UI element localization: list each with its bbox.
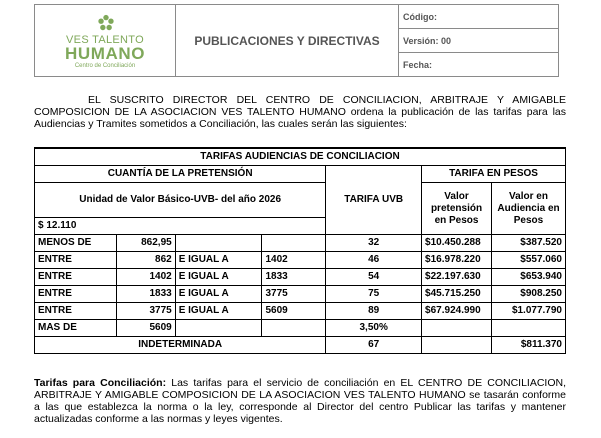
table-title: TARIFAS AUDIENCIAS DE CONCILIACION — [35, 148, 566, 166]
row-pretension: $45.715.250 — [422, 286, 492, 303]
row-audiencia: $557.060 — [492, 252, 566, 269]
row-pretension: $16.978.220 — [422, 252, 492, 269]
tarifa-uvb-header: TARIFA UVB — [326, 166, 422, 235]
row-pretension — [422, 320, 492, 337]
row-mid — [175, 235, 262, 252]
row-to — [262, 320, 326, 337]
row-uvb: 46 — [326, 252, 422, 269]
row-label: MENOS DE — [35, 235, 117, 252]
uvb-label: Unidad de Valor Básico-UVB- del año 2026 — [35, 183, 326, 218]
row-label: ENTRE — [35, 286, 117, 303]
row-audiencia: $908.250 — [492, 286, 566, 303]
row-audiencia — [492, 320, 566, 337]
valor-pretension-header: Valor pretensión en Pesos — [422, 183, 492, 235]
row-label: ENTRE — [35, 303, 117, 320]
valor-audiencia-header: Valor en Audiencia en Pesos — [492, 183, 566, 235]
row-label: ENTRE — [35, 269, 117, 286]
row-from: 5609 — [116, 320, 175, 337]
row-uvb: 54 — [326, 269, 422, 286]
row-from: 3775 — [116, 303, 175, 320]
row-pretension: $67.924.990 — [422, 303, 492, 320]
table-row — [35, 286, 566, 303]
row-to: 5609 — [262, 303, 326, 320]
uvb-value: $ 12.110 — [35, 218, 326, 235]
indeterminada-audiencia: $811.370 — [492, 337, 566, 354]
row-to: 1402 — [262, 252, 326, 269]
row-from: 862 — [116, 252, 175, 269]
row-from: 1833 — [116, 286, 175, 303]
indeterminada-row — [35, 337, 566, 354]
row-from: 1402 — [116, 269, 175, 286]
logo-flower-icon — [97, 14, 115, 32]
indeterminada-uvb: 67 — [326, 337, 422, 354]
table-row — [35, 235, 566, 252]
logo-text-top: VES TALENTO — [66, 33, 144, 46]
row-pretension: $22.197.630 — [422, 269, 492, 286]
row-uvb: 89 — [326, 303, 422, 320]
row-uvb: 32 — [326, 235, 422, 252]
row-uvb: 75 — [326, 286, 422, 303]
codigo-label: Código: — [399, 5, 559, 29]
row-audiencia: $653.940 — [492, 269, 566, 286]
row-label: ENTRE — [35, 252, 117, 269]
row-to: 3775 — [262, 286, 326, 303]
footer-lead: Tarifas para Conciliación: — [34, 377, 167, 389]
logo-cell — [35, 5, 176, 77]
table-row — [35, 252, 566, 269]
row-audiencia: $1.077.790 — [492, 303, 566, 320]
document-header — [34, 4, 559, 77]
row-to — [262, 235, 326, 252]
row-from: 862,95 — [116, 235, 175, 252]
row-mid: E IGUAL A — [175, 269, 262, 286]
logo-text-main: HUMANO — [64, 43, 146, 63]
row-mid: E IGUAL A — [175, 303, 262, 320]
indeterminada-pretension — [422, 337, 492, 354]
cuantia-header: CUANTÍA DE LA PRETENSIÓN — [35, 166, 326, 183]
row-mid: E IGUAL A — [175, 252, 262, 269]
row-label: MAS DE — [35, 320, 117, 337]
intro-paragraph: EL SUSCRITO DIRECTOR DEL CENTRO DE CONCILIACION, ARBITRAJE Y AMIGABLE COMPOSICION DE LA ASOCIACION VES TALENTO HUMANO ordena la publicación de las tarifas para las Audiencias y Tramites sometidos a Conciliación, las cuales serán las siguientes: — [34, 94, 566, 130]
version-label: Versión: 00 — [399, 29, 559, 53]
table-row — [35, 303, 566, 320]
fecha-label: Fecha: — [399, 53, 559, 77]
row-to: 1833 — [262, 269, 326, 286]
table-row — [35, 320, 566, 337]
document-title: PUBLICACIONES Y DIRECTIVAS — [176, 5, 399, 77]
tariff-table — [34, 147, 566, 354]
row-pretension: $10.450.288 — [422, 235, 492, 252]
table-row — [35, 269, 566, 286]
tarifa-pesos-header: TARIFA EN PESOS — [422, 166, 566, 183]
footer-text: Las tarifas para el servicio de conciliación en EL CENTRO DE CONCILIACION, ARBITRAJE Y AMIGABLE COMPOSICION DE LA ASOCIACION VES TALENTO HUMANO se tasarán conforme a las que establezca la norma o la ley, corresponde al Director del centro Publicar las tarifas y mantener actualizadas conforme a las normas y leyes vigentes. — [34, 377, 567, 425]
row-mid: E IGUAL A — [175, 286, 262, 303]
row-audiencia: $387.520 — [492, 235, 566, 252]
logo — [35, 6, 175, 76]
row-mid — [175, 320, 262, 337]
footer-paragraph — [34, 377, 566, 425]
row-uvb: 3,50% — [326, 320, 422, 337]
logo-text-sub: Centro de Conciliación — [74, 62, 136, 69]
indeterminada-label: INDETERMINADA — [35, 337, 326, 354]
